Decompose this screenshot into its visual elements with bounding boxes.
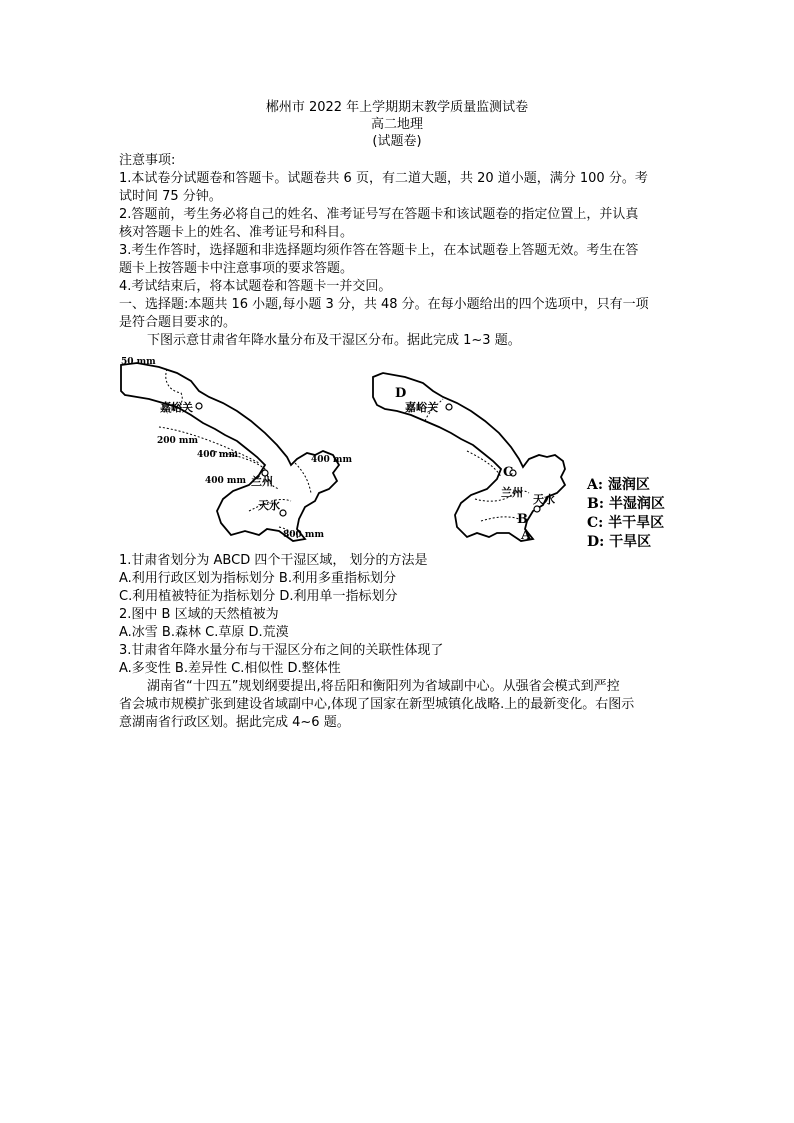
- city-marker: [196, 403, 202, 409]
- legend-item: C: 半干旱区: [587, 515, 665, 531]
- label-400mm: 400 mm: [311, 455, 352, 465]
- notice-line: 3.考生作答时，选择题和非选择题均须作答在答题卡上，在本试题卷上答题无效。考生在答: [119, 243, 639, 258]
- city-marker: [534, 506, 540, 512]
- notice-line: 题卡上按答题卡中注意事项的要求答题。: [119, 261, 354, 276]
- exam-subject: 高二地理: [370, 117, 423, 132]
- passage-line: 湖南省“十四五”规划纲要提出,将岳阳和衡阳列为省域副中心。从强省会模式到严控: [147, 679, 620, 694]
- label-400mm: 400 mm: [197, 450, 238, 460]
- region-B-label: B: [517, 512, 528, 527]
- label-50mm: 50 mm: [121, 357, 156, 367]
- region-boundary: [481, 517, 519, 521]
- section1-intro: 下图示意甘肃省年降水量分布及干湿区分布。据此完成 1~3 题。: [147, 333, 521, 348]
- city-tianshui: 天水: [258, 499, 280, 512]
- precipitation-map: [119, 351, 369, 551]
- label-800mm: 800 mm: [283, 530, 324, 540]
- question-options: A.多变性 B.差异性 C.相似性 D.整体性: [119, 661, 341, 676]
- exam-title: 郴州市 2022 年上学期期末教学质量监测试卷: [265, 100, 529, 115]
- city-jiayuguan: 嘉峪关: [405, 401, 438, 414]
- question-options: A.冰雪 B.森林 C.草原 D.荒漠: [119, 625, 289, 640]
- question-block: [119, 552, 679, 732]
- city-lanzhou: 兰州: [501, 486, 523, 499]
- passage-line: 省会城市规模扩张到建设省域副中心,体现了国家在新型城镇化战略.上的最新变化。右图示: [119, 697, 635, 712]
- gansu-maps: [119, 351, 679, 551]
- notice-block: [119, 152, 679, 350]
- exam-paper-type: (试题卷): [372, 134, 422, 149]
- legend-item: D: 干旱区: [587, 534, 652, 550]
- label-400mm: 400 mm: [205, 476, 246, 486]
- city-lanzhou: 兰州: [251, 475, 273, 488]
- isohyet-line: [295, 463, 311, 493]
- map-legend: [586, 476, 665, 550]
- section1-heading: 一、选择题:本题共 16 小题,每小题 3 分，共 48 分。在每小题给出的四个选项中，只有一项: [119, 297, 649, 312]
- passage-line: 意湖南省行政区划。据此完成 4~6 题。: [119, 715, 350, 730]
- legend-item: B: 半湿润区: [587, 496, 665, 512]
- dry-wet-region-map: [369, 351, 679, 551]
- region-C-label: C: [503, 465, 514, 480]
- city-marker: [280, 510, 286, 516]
- section1-heading: 是符合题目要求的。: [119, 315, 237, 330]
- question-stem: 1.甘肃省划分为 ABCD 四个干湿区域， 划分的方法是: [119, 553, 428, 568]
- question-options: C.利用植被特征为指标划分 D.利用单一指标划分: [119, 589, 398, 604]
- notice-heading: 注意事项:: [119, 153, 176, 168]
- city-jiayuguan: 嘉峪关: [160, 401, 193, 414]
- label-200mm: 200 mm: [157, 436, 198, 446]
- notice-line: 2.答题前，考生务必将自己的姓名、准考证号写在答题卡和该试题卷的指定位置上，并认真: [119, 207, 639, 222]
- notice-line: 4.考试结束后，将本试题卷和答题卡一并交回。: [119, 279, 392, 294]
- region-D-label: D: [395, 386, 407, 401]
- city-marker: [446, 404, 452, 410]
- notice-line: 核对答题卡上的姓名、准考证号和科目。: [119, 225, 354, 240]
- notice-line: 1.本试卷分试题卷和答题卡。试题卷共 6 页，有二道大题，共 20 道小题，满分 100 分。考: [119, 171, 648, 186]
- question-stem: 3.甘肃省年降水量分布与干湿区分布之间的关联性体现了: [119, 643, 444, 658]
- question-options: A.利用行政区划为指标划分 B.利用多重指标划分: [119, 571, 396, 586]
- city-tianshui: 天水: [533, 493, 555, 506]
- notice-line: 试时间 75 分钟。: [119, 189, 222, 204]
- question-stem: 2.图中 B 区域的天然植被为: [119, 607, 279, 622]
- region-A-label: A: [521, 528, 532, 543]
- legend-item: A: 湿润区: [587, 477, 650, 493]
